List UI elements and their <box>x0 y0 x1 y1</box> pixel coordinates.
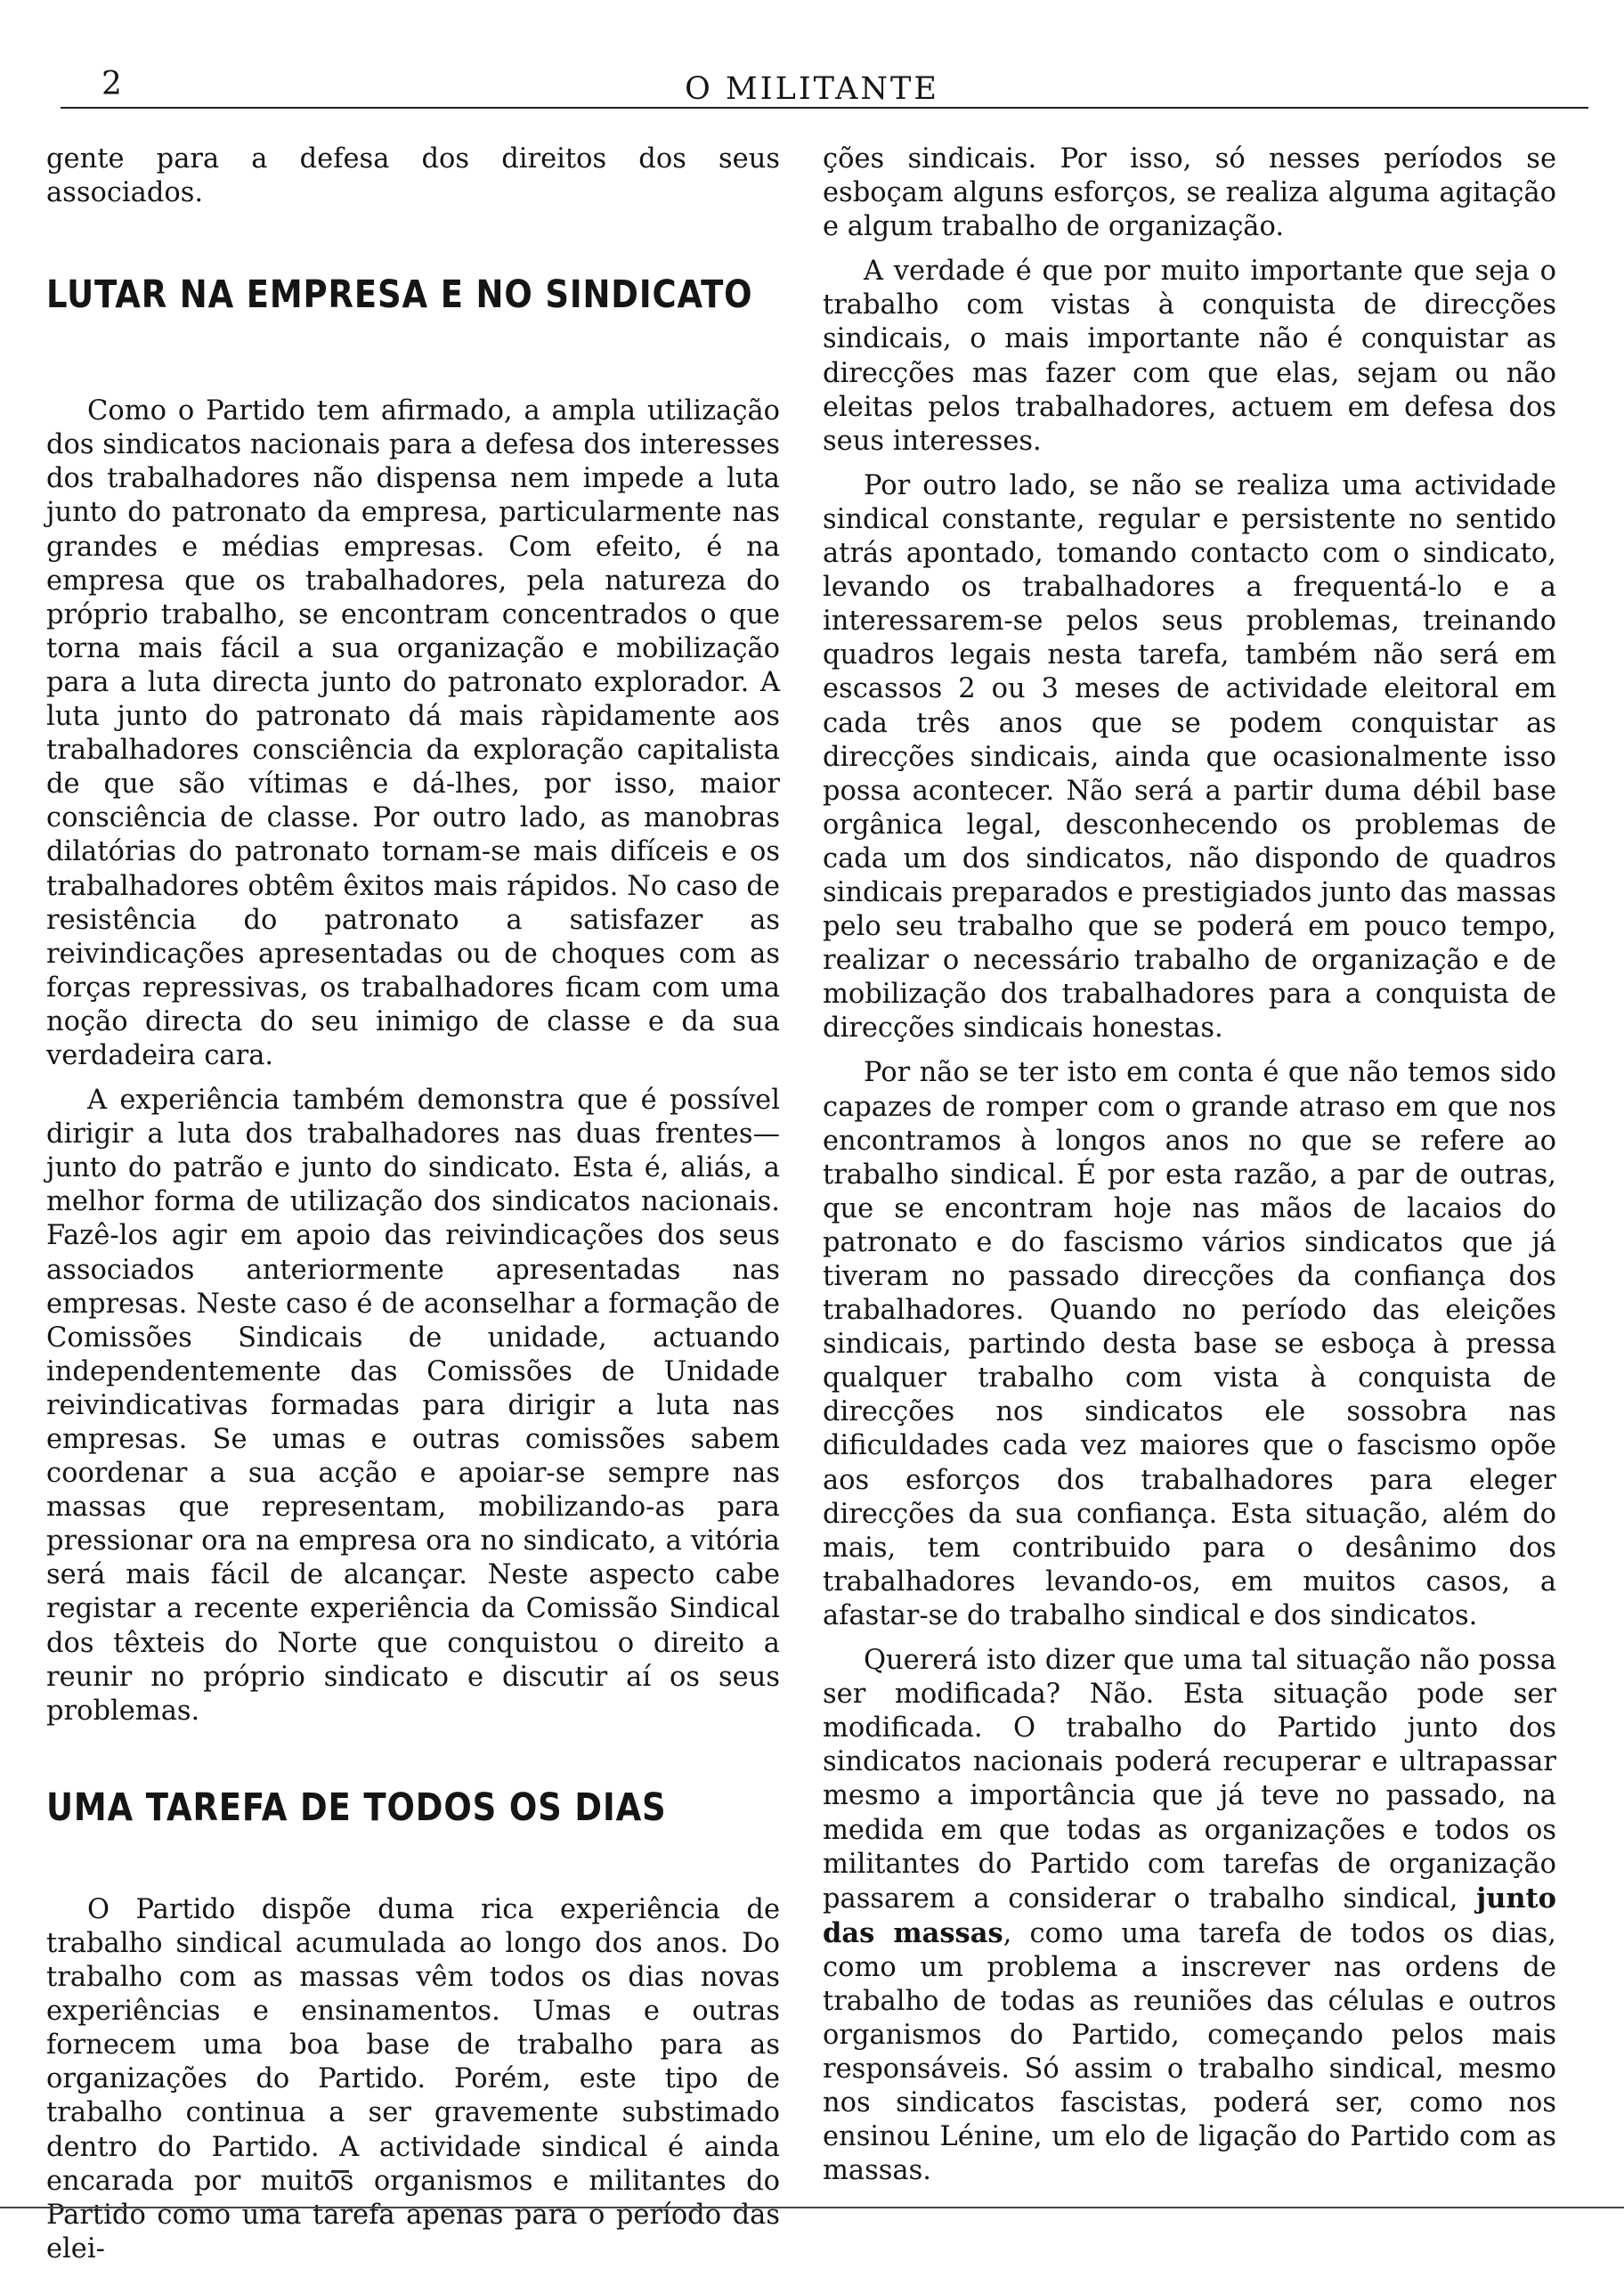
paragraph-text: , como uma tarefa de todos os dias, como um problema a inscrever nas ordens de trabalho de todas as reuniões das células e outros organismos do Partido, começando pelos mais responsáveis. Só assim o trabalho sindical, mesmo nos sindicatos fascistas, poderá ser, como nos ensinou Lénine, um elo de ligação do Partido com as massas. <box>823 1917 1556 2187</box>
section-heading: UMA TAREFA DE TODOS OS DIAS <box>46 1785 667 1830</box>
page-header <box>61 57 1563 110</box>
paragraph: O Partido dispõe duma rica experiência de trabalho sindical acumulada ao longo dos anos. Do trabalho com as massas vêm todos os dias novas experiências e ensinamentos. Umas e outras fornecem uma boa base de trabalho para as organizações do Partido. Porém, este tipo de trabalho continua a ser gravemente substimado dentro do Partido. A actividade sindical é ainda encarada por muitos organismos e militantes do Partido como uma tarefa apenas para o período das elei- <box>46 1893 780 2265</box>
paragraph: Por não se ter isto em conta é que não temos sido capazes de romper com o grande atraso em que nos encontramos à longos anos no que se refere ao trabalho sindical. É por esta razão, a par de outras, que se encontram hoje nas mãos de lacaios do patronato e do fascismo vários sindicatos que já tiveram no passado direcções da confiança dos trabalhadores. Quando no período das eleições sindicais, partindo desta base se esboça à pressa qualquer trabalho com vista à conquista de direcções nos sindicatos ele sossobra nas dificuldades cada vez maiores que o fascismo opõe aos esforços dos trabalhadores para eleger direcções da sua confiança. Esta situação, além do mais, tem contribuido para o desânimo dos trabalhadores levando-os, em muitos casos, a afastar-se do trabalho sindical e dos sindicatos. <box>823 1057 1556 1631</box>
right-column <box>823 142 1556 2200</box>
paragraph: A experiência também demonstra que é possível dirigir a luta dos trabalhadores nas duas frentes—junto do patrão e junto do sindicato. Esta é, aliás, a melhor forma de utilização dos sindicatos nacionais. Fazê-los agir em apoio das reivindicações dos seus associados anteriormente apresentadas nas empresas. Neste caso é de aconselhar a formação de Comissões Sindicais de unidade, actuando independentemente das Comissões de Unidade reivindicativas formadas para dirigir a luta nas empresas. Se umas e outras comissões sabem coordenar a sua acção e apoiar-se sempre nas massas que representam, mobilizando-as para pressionar ora na empresa ora no sindicato, a vitória será mais fácil de alcançar. Neste aspecto cabe registar a recente experiência da Comissão Sindical dos têxteis do Norte que conquistou o direito a reunir no próprio sindicato e discutir aí os seus problemas. <box>46 1085 780 1727</box>
paragraph: A verdade é que por muito importante que seja o trabalho com vistas à conquista de direcções sindicais, o mais importante não é conquistar as direcções mas fazer com que elas, sejam ou não eleitas pelos trabalhadores, actuem em defesa dos seus interesses. <box>823 256 1556 457</box>
paragraph: gente para a defesa dos direitos dos seus associados. <box>46 143 780 209</box>
emphasis-text: junto das massas <box>823 1882 1556 1949</box>
paragraph <box>823 1644 1556 2189</box>
header-rule <box>61 107 1588 109</box>
paragraph-text: Quererá isto dizer que uma tal situação não possa ser modificada? Não. Esta situação pode ser modificada. O trabalho do Partido junto dos sindicatos nacionais poderá recuperar e ultrapassar mesmo a importância que já teve no passado, na medida em que todas as organizações e todos os militantes do Partido com tarefas de organização passarem a considerar o trabalho sindical, <box>823 1645 1556 1915</box>
paragraph: Por outro lado, se não se realiza uma actividade sindical constante, regular e persistente no sentido atrás apontado, tomando contacto com o sindicato, levando os trabalhadores a frequentá-lo e a interessarem-se pelos seus problemas, treinando quadros legais nesta tarefa, também não será em escassos 2 ou 3 meses de actividade eleitoral em cada três anos que se podem conquistar as direcções sindicais, ainda que ocasionalmente isso possa acontecer. Não será a partir duma débil base orgânica legal, desconhecendo os problemas de cada um dos sindicatos, não dispondo de quadros sindicais preparados e prestigiados junto das massas pelo seu trabalho que se poderá em pouco tempo, realizar o necessário trabalho de organização e de mobilização dos trabalhadores para a conquista de direcções sindicais honestas. <box>823 469 1556 1045</box>
print-mark <box>331 2170 349 2173</box>
page-number: 2 <box>102 66 122 102</box>
paragraph: Como o Partido tem afirmado, a ampla utilização dos sindicatos nacionais para a defesa dos interesses dos trabalhadores não dispensa nem impede a luta junto do patronato da empresa, particularmente nas grandes e médias empresas. Com efeito, é na empresa que os trabalhadores, pela natureza do próprio trabalho, se encontram concentrados o que torna mais fácil a sua organização e mobilização para a luta directa junto do patronato explorador. A luta junto do patronato dá mais ràpidamente aos trabalhadores consciência da exploração capitalista de que são vítimas e dá-lhes, por isso, maior consciência de classe. Por outro lado, as manobras dilatórias do patronato tornam-se mais difíceis e os trabalhadores obtêm êxitos mais rápidos. No caso de resistência do patronato a satisfazer as reivindicações apresentadas ou de choques com as forças repressivas, os trabalhadores ficam com uma noção directa do seu inimigo de classe e da sua verdadeira cara. <box>46 395 780 1071</box>
footer-rule <box>0 2207 1624 2208</box>
running-title: O MILITANTE <box>685 71 939 107</box>
left-column <box>46 142 780 2277</box>
paragraph: ções sindicais. Por isso, só nesses períodos se esboçam alguns esforços, se realiza alguma agitação e algum trabalho de organização. <box>823 143 1556 243</box>
section-heading: LUTAR NA EMPRESA E NO SINDICATO <box>46 272 753 318</box>
